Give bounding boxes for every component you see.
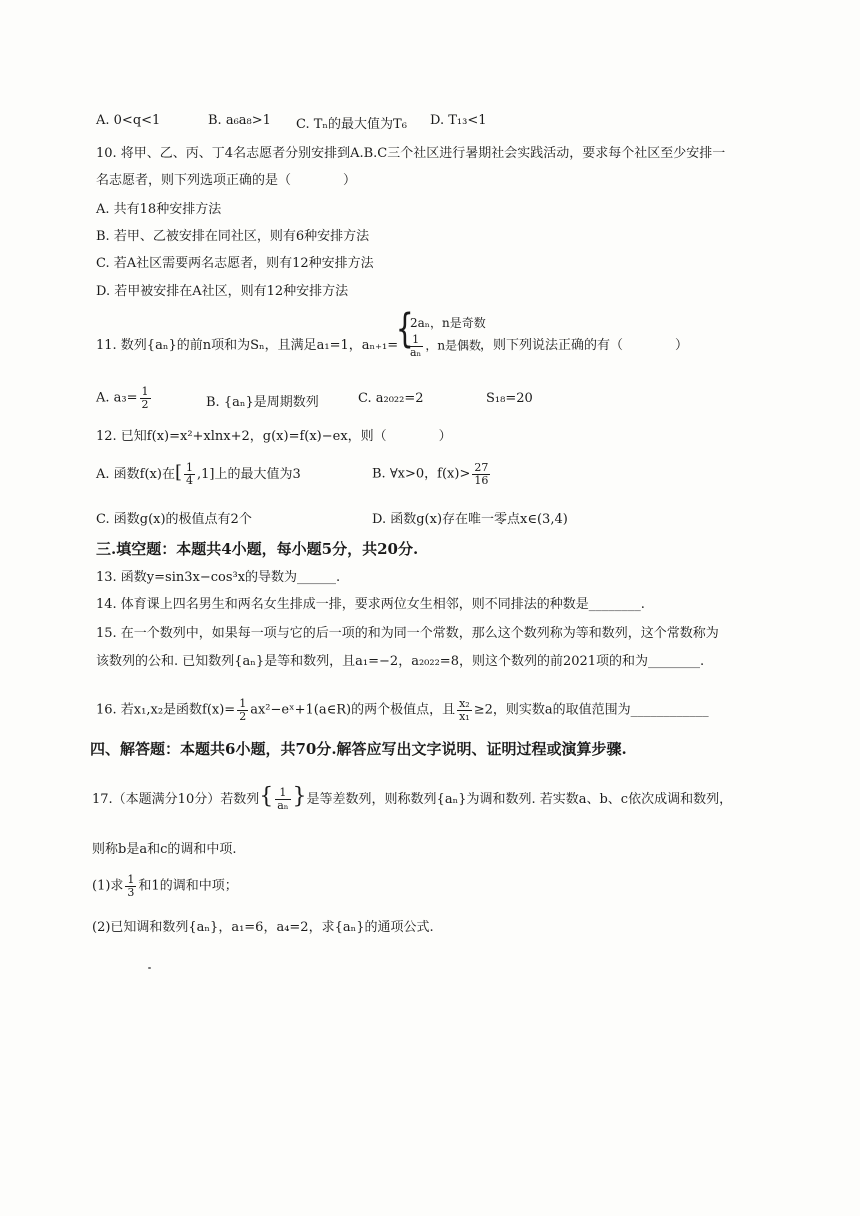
- q12-option-b: B. ∀x>0，f(x)> $\frac{27}{16}$: [372, 461, 489, 487]
- q12-option-a: A. 函数f(x)在[ $\frac{1}{4}$ ,1]上的最大值为3: [96, 461, 301, 487]
- section-3-heading: 三.填空题：本题共4小题，每小题5分，共20分.: [96, 540, 419, 558]
- q10-option-d: D. 若甲被安排在A社区，则有12种安排方法: [96, 284, 349, 299]
- section-4-heading: 四、解答题：本题共6小题，共70分.解答应写出文字说明、证明过程或演算步骤.: [90, 740, 627, 758]
- q10-stem-line-1: 10. 将甲、乙、丙、丁4名志愿者分别安排到A.B.C三个社区进行暑期社会实践活动，要求每个社区至少安排一: [96, 146, 726, 161]
- q12-option-d: D. 函数g(x)存在唯一零点x∈(3,4): [372, 512, 568, 527]
- q11-option-d: S₁₈=20: [486, 391, 533, 406]
- q11-option-c: C. a₂₀₂₂=2: [358, 391, 424, 406]
- q11-case-odd: 2aₙ，n是奇数: [410, 316, 486, 330]
- q16: 16. 若x₁,x₂是函数f(x)= $\frac{1}{2}$ ax²−eˣ+1(a∈R)的两个极值点，且 $\frac{\text{x₂}}{\text{x₁}}$ ≥2，则实数a的取值范围为____________: [96, 697, 709, 723]
- q11-option-b: B. {aₙ}是周期数列: [206, 395, 319, 410]
- q11-stem-suffix: ，则下列说法正确的有（ ）: [480, 338, 689, 353]
- q12-stem: 12. 已知f(x)=x²+xlnx+2，g(x)=f(x)−ex，则（ ）: [96, 429, 452, 444]
- q9-option-c: C. Tₙ的最大值为T₆: [296, 117, 407, 132]
- scan-speck: [148, 967, 151, 969]
- q10-option-a: A. 共有18种安排方法: [96, 202, 222, 217]
- q11-option-a: A. a₃= $\frac{1}{2}$: [96, 385, 149, 411]
- q10-stem-line-2: 名志愿者，则下列选项正确的是（ ）: [96, 173, 357, 188]
- q11-case-even-fraction: $\frac{1}{\text{aₙ}}$: [410, 333, 422, 359]
- piecewise-brace: {: [395, 306, 414, 352]
- q15-line-1: 15. 在一个数列中，如果每一项与它的后一项的和为同一个常数，那么这个数列称为等和数列，这个常数称为: [96, 626, 719, 641]
- q9-option-b: B. a₆a₈>1: [208, 113, 271, 128]
- q17-line-2: 则称b是a和c的调和中项.: [92, 842, 237, 857]
- q9-option-a: A. 0<q<1: [96, 113, 161, 128]
- q15-line-2: 该数列的公和. 已知数列{aₙ}是等和数列，且a₁=−2，a₂₀₂₂=8，则这个数列的前2021项的和为________.: [96, 654, 705, 669]
- q17-part-2: (2)已知调和数列{aₙ}，a₁=6，a₄=2，求{aₙ}的通项公式.: [92, 920, 434, 935]
- q12-option-c: C. 函数g(x)的极值点有2个: [96, 512, 252, 527]
- q10-option-c: C. 若A社区需要两名志愿者，则有12种安排方法: [96, 256, 374, 271]
- q11-case-even: $\frac{1}{\text{aₙ}}$ ，n是偶数: [410, 333, 482, 359]
- q14: 14. 体育课上四名男生和两名女生排成一排，要求两位女生相邻，则不同排法的种数是________.: [96, 597, 645, 612]
- q11-stem-prefix: 11. 数列{aₙ}的前n项和为Sₙ，且满足a₁=1，aₙ₊₁=: [96, 338, 399, 353]
- q17-stem: 17.（本题满分10分）若数列{ $\frac{1}{\text{aₙ}}$ }是等差数列，则称数列{aₙ}为调和数列. 若实数a、b、c依次成调和数列，: [92, 784, 733, 812]
- q10-option-b: B. 若甲、乙被安排在同社区，则有6种安排方法: [96, 229, 370, 244]
- q9-option-d: D. T₁₃<1: [430, 113, 487, 128]
- q13: 13. 函数y=sin3x−cos³x的导数为______.: [96, 570, 341, 585]
- q17-part-1: (1)求 $\frac{1}{3}$ 和1的调和中项；: [92, 873, 238, 899]
